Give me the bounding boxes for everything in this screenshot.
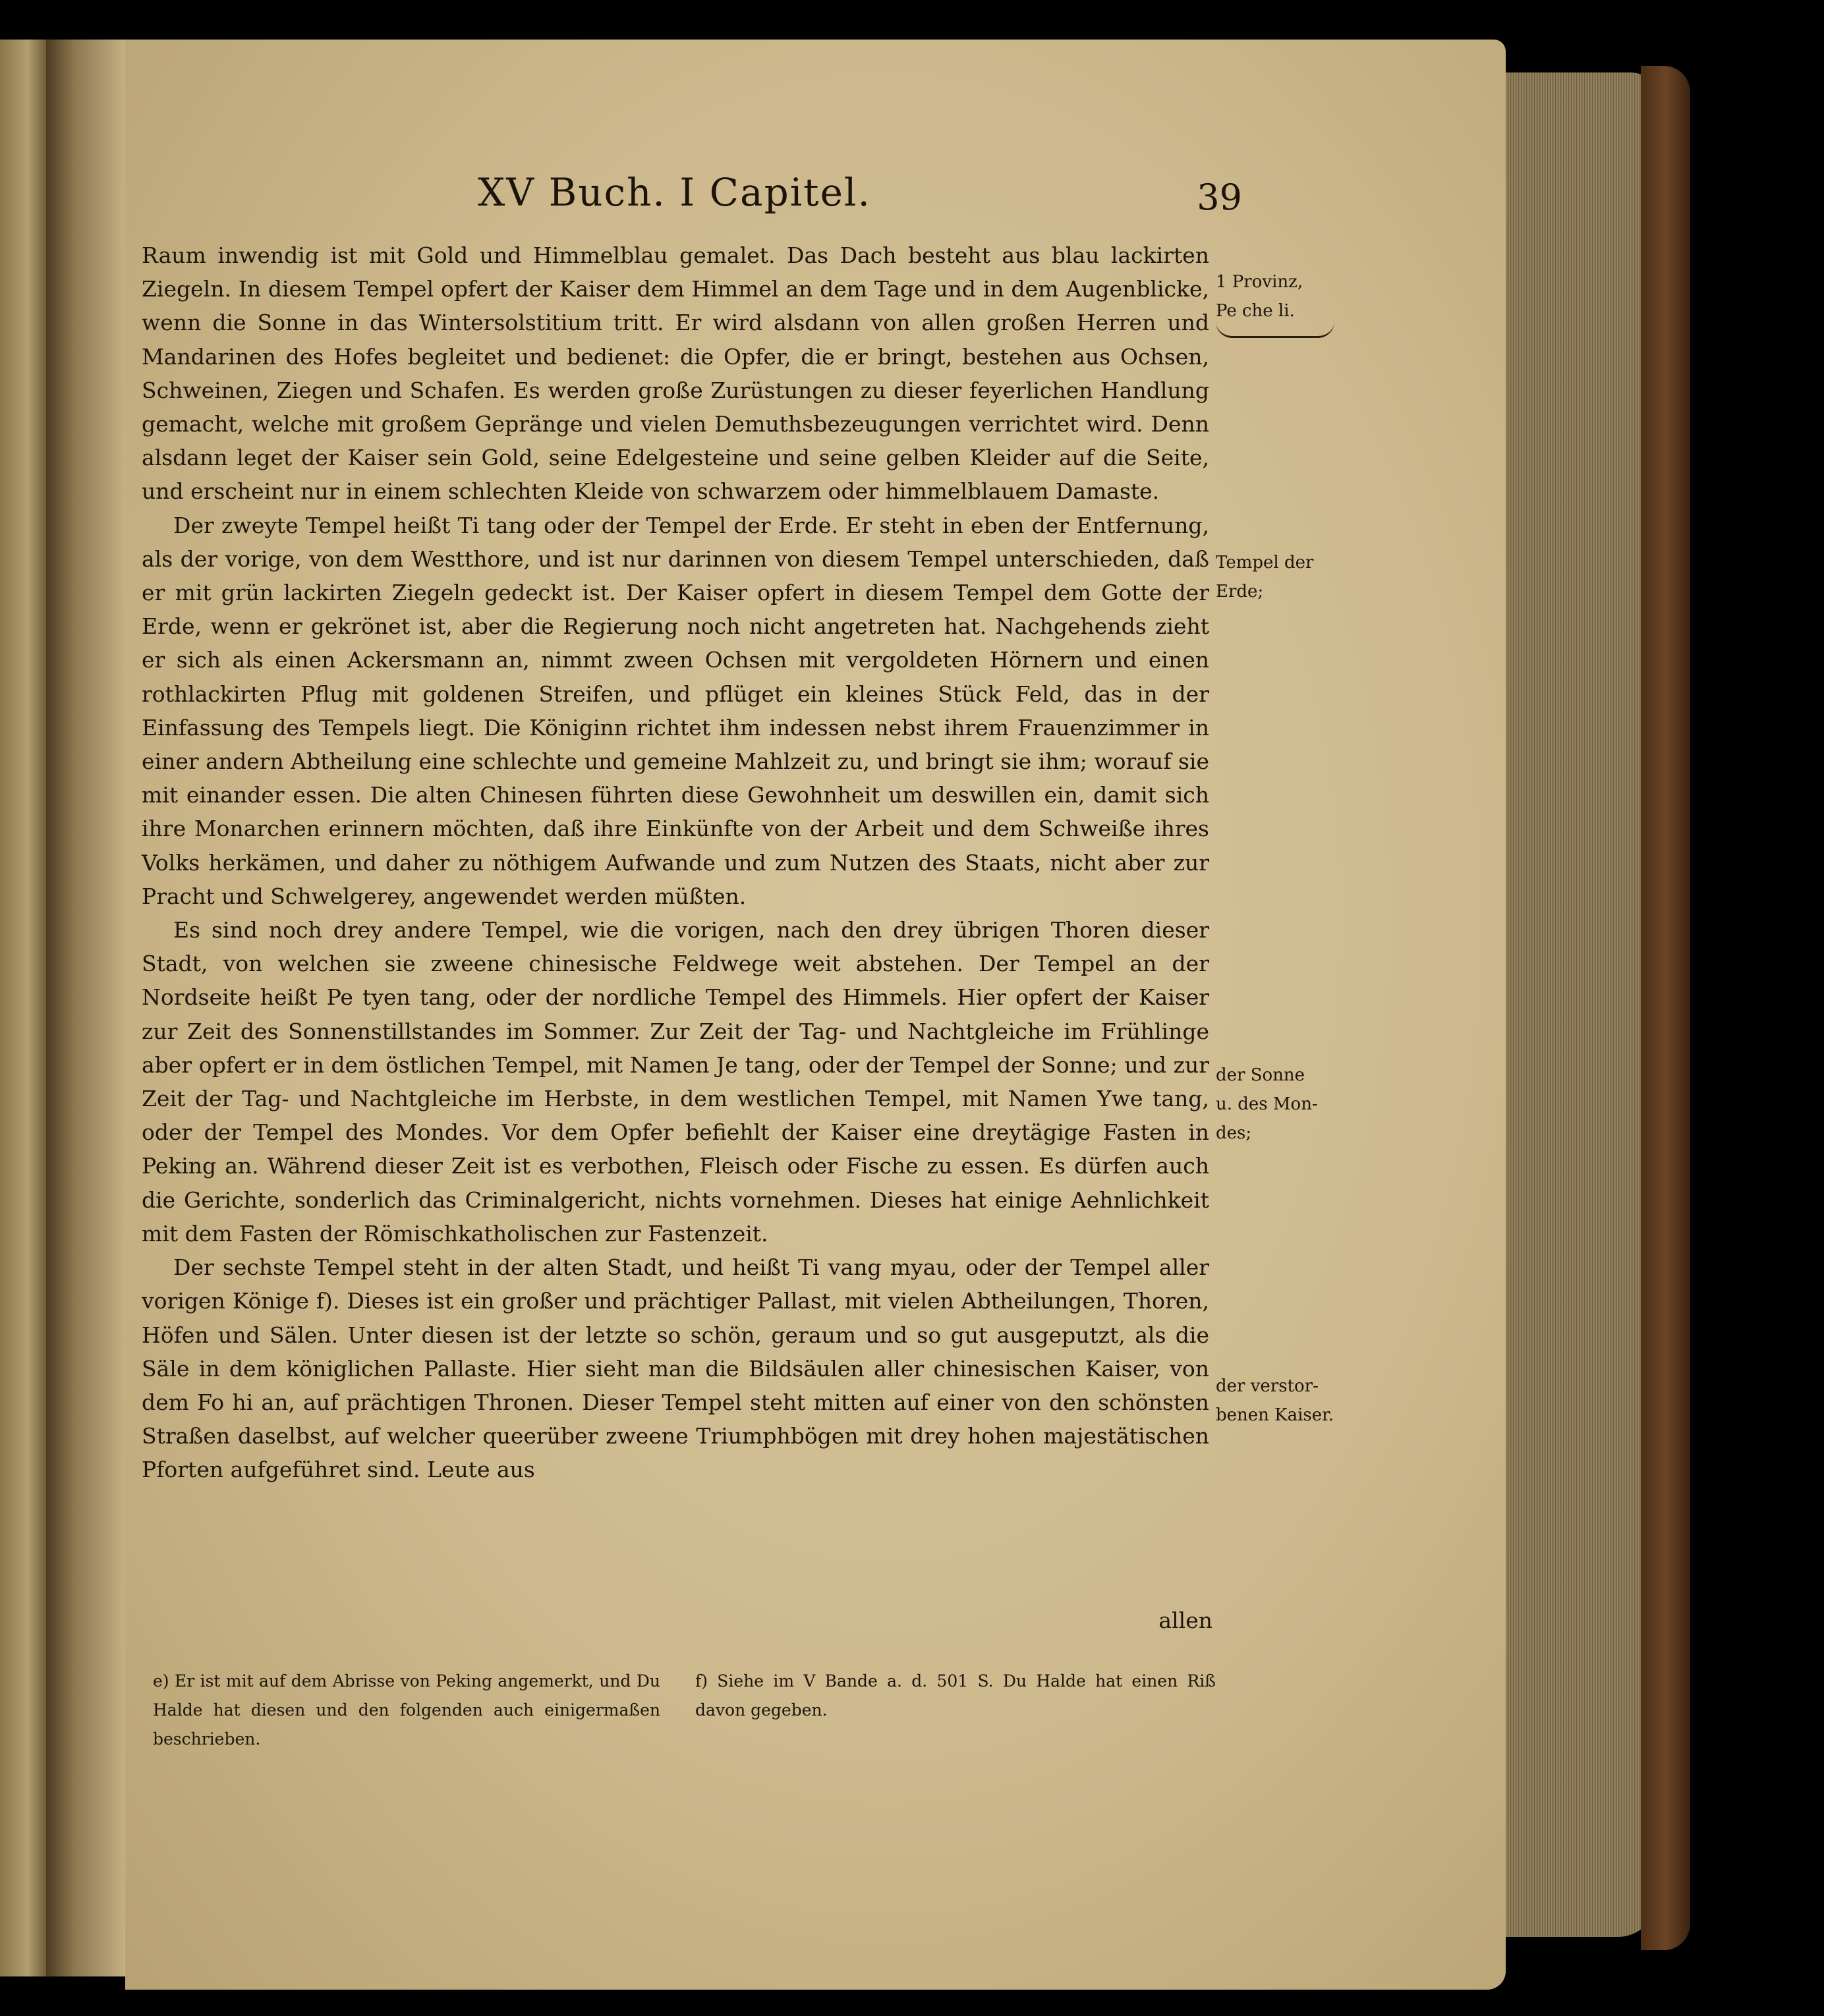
catchword: allen — [1158, 1608, 1212, 1633]
margin-note-province — [1216, 238, 1354, 367]
footnote-left: e) Er ist mit auf dem Abrisse von Peking angemerkt, und Du Halde hat diesen und den folgenden auch einigermaßen beschrieben. — [153, 1671, 660, 1749]
footnote-right: f) Siehe im V Bande a. d. 501 S. Du Halde hat einen Riß davon gegeben. — [695, 1671, 1216, 1720]
page-number: 39 — [1197, 177, 1242, 218]
book-cover-edge — [1641, 66, 1690, 1950]
margin-note-sun-moon: der Sonne u. des Mon- des; — [1216, 1065, 1318, 1143]
body-text — [142, 238, 1209, 1487]
page-edges — [1506, 72, 1657, 1937]
book-gutter — [46, 40, 125, 1976]
paragraph-3: Es sind noch drey andere Tempel, wie die vorigen, nach den drey übrigen Thoren dieser Stadt, von welchen sie zweene chinesische Feldwege weit abstehen. Der Tempel an der Nordseite heißt Pe tyen tang, oder der nordliche Tempel des Himmels. Hier opfert der Kaiser zur Zeit des Sonnenstillstandes im Sommer. Zur Zeit der Tag- und Nachtgleiche im Frühlinge aber opfert er in dem östlichen Tempel, mit Namen Je tang, oder der Tempel der Sonne; und zur Zeit der Tag- und Nachtgleiche im Herbste, in dem westlichen Tempel, mit Namen Ywe tang, oder der Tempel des Mondes. Vor dem Opfer befiehlt der Kaiser eine dreytägige Fasten in Peking an. Während dieser Zeit ist es verbothen, Fleisch oder Fische zu essen. Es dürfen auch die Gerichte, sonderlich das Criminalgericht, nichts vornehmen. Dieses hat einige Aehnlichkeit mit dem Fasten der Römischkatholischen zur Fastenzeit. — [142, 917, 1209, 1246]
paragraph-4: Der sechste Tempel steht in der alten Stadt, und heißt Ti vang myau, oder der Tempel aller vorigen Könige f). Dieses ist ein großer und prächtiger Pallast, mit vielen Abtheilungen, Thoren, Höfen und Sälen. Unter diesen ist der letzte so schön, geraum und so gut ausgeputzt, als die Säle in dem königlichen Pallaste. Hier sieht man die Bildsäulen aller chinesischen Kaiser, von dem Fo hi an, auf prächtigen Thronen. Dieser Tempel steht mitten auf einer von den schönsten Straßen daselbst, auf welcher queerüber zweene Triumphbögen mit drey hohen majestätischen Pforten aufgeführet sind. Leute aus — [142, 1254, 1209, 1483]
margin-note-province-text: 1 Provinz, Pe che li. — [1216, 272, 1303, 321]
left-page-edge — [0, 40, 46, 1976]
margin-note-emperors: der verstor- benen Kaiser. — [1216, 1376, 1334, 1425]
running-head: XV Buch. I Capitel. — [478, 170, 871, 215]
paragraph-2: Der zweyte Tempel heißt Ti tang oder der Tempel der Erde. Er steht in eben der Entfernung, als der vorige, von dem Westthore, und ist nur darinnen von diesem Tempel unterschieden, daß er mit grün lackirten Ziegeln gedeckt ist. Der Kaiser opfert in diesem Tempel dem Gotte der Erde, wenn er gekrönet ist, aber die Regierung noch nicht angetreten hat. Nachgehends zieht er sich als einen Ackersmann an, nimmt zween Ochsen mit vergoldeten Hörnern und einen rothlackirten Pflug mit goldenen Streifen, und pflüget ein kleines Stück Feld, das in der Einfassung des Tempels liegt. Die Königinn richtet ihm indessen nebst ihrem Frauenzimmer in einer andern Abtheilung eine schlechte und gemeine Mahlzeit zu, und bringt sie ihm; worauf sie mit einander essen. Die alten Chinesen führten diese Gewohnheit um deswillen ein, damit sich ihre Monarchen erinnern möchten, daß ihre Einkünfte von der Arbeit und dem Schweiße ihres Volks herkämen, und daher zu nöthigem Aufwande und zum Nutzen des Staats, nicht aber zur Pracht und Schwelgerey, angewendet werden müßten. — [142, 512, 1209, 909]
margin-note-temple-earth: Tempel der Erde; — [1216, 553, 1314, 602]
margin-bracket — [1216, 322, 1334, 338]
paragraph-1: Raum inwendig ist mit Gold und Himmelblau gemalet. Das Dach besteht aus blau lackirten Ziegeln. In diesem Tempel opfert der Kaiser dem Himmel an dem Tage und in dem Augenblicke, wenn die Sonne in das Wintersolstitium tritt. Er wird alsdann von allen großen Herren und Mandarinen des Hofes begleitet und bedienet: die Opfer, die er bringt, bestehen aus Ochsen, Schweinen, Ziegen und Schafen. Es werden große Zurüstungen zu dieser feyerlichen Handlung gemacht, welche mit großem Gepränge und vielen Demuthsbezeugungen verrichtet wird. Denn alsdann leget der Kaiser sein Gold, seine Edelgesteine und seine gelben Kleider auf die Seite, und erscheint nur in einem schlechten Kleide von schwarzem oder himmelblauem Damaste. — [142, 242, 1209, 505]
